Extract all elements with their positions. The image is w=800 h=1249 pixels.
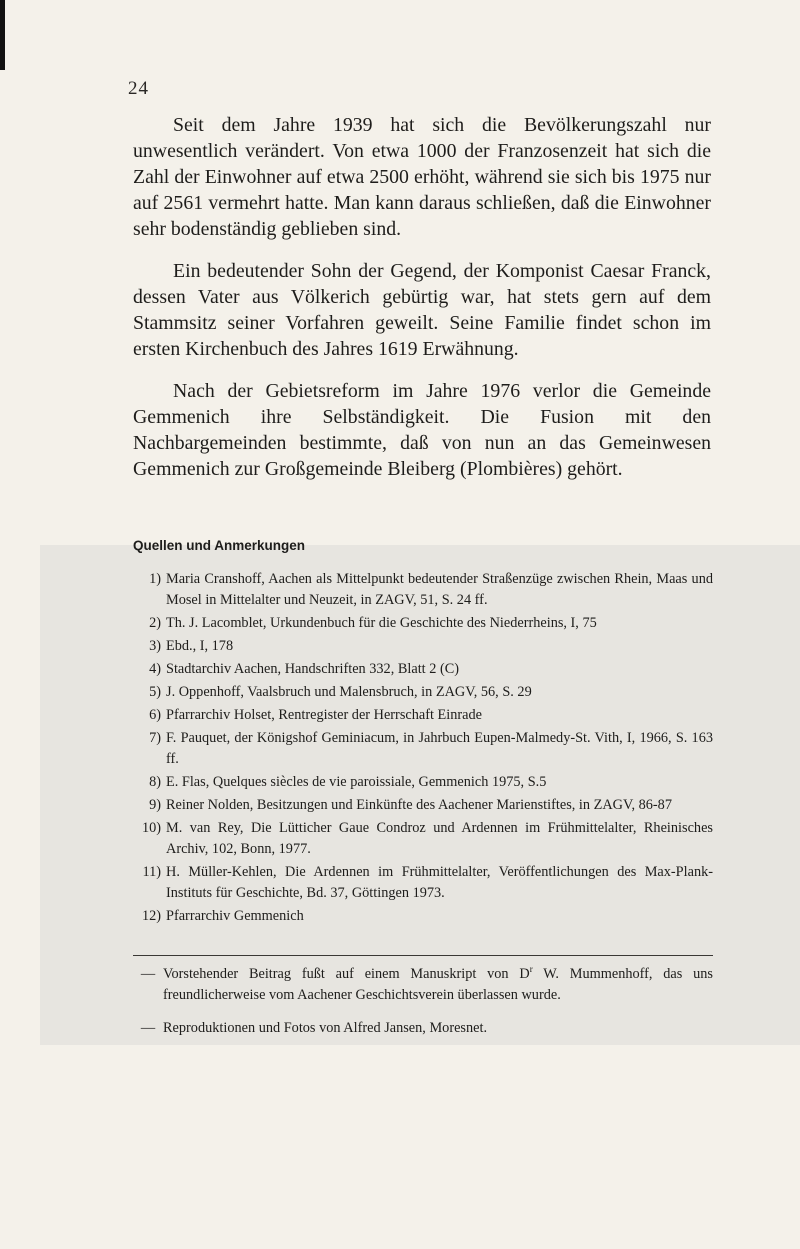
note-text: E. Flas, Quelques siècles de vie paroissiale, Gemmenich 1975, S.5 (166, 774, 547, 790)
note-text: Pfarrarchiv Holset, Rentregister der Herrschaft Einrade (166, 707, 482, 723)
remark-manuscript (133, 964, 713, 1006)
note-number: 6) (149, 707, 161, 723)
note-item (133, 613, 713, 634)
note-number: 5) (149, 684, 161, 700)
note-item (133, 659, 713, 680)
note-item (133, 795, 713, 816)
note-text: F. Pauquet, der Königshof Geminiacum, in Jahrbuch Eupen-Malmedy-St. Vith, I, 1966, S. 163 ff. (166, 730, 713, 767)
note-text: Reiner Nolden, Besitzungen und Einkünfte des Aachener Marienstiftes, in ZAGV, 86-87 (166, 797, 672, 813)
note-number: 4) (149, 661, 161, 677)
note-item (133, 636, 713, 657)
remark-dash: — (140, 966, 156, 982)
note-number: 9) (149, 797, 161, 813)
note-text: Pfarrarchiv Gemmenich (166, 908, 304, 924)
paragraph-caesar-franck: Ein bedeutender Sohn der Gegend, der Komponist Caesar Franck, dessen Vater aus Völkerich gebürtig war, hat stets gern auf dem Stammsitz seiner Vorfahren geweilt. Seine Familie findet schon im ersten Kirchenbuch des Jahres 1619 Erwähnung. (133, 260, 711, 360)
note-item (133, 772, 713, 793)
note-number: 12) (141, 908, 161, 924)
note-item (133, 569, 713, 611)
sources-section (133, 538, 713, 929)
remark-text: Reproduktionen und Fotos von Alfred Jansen, Moresnet. (163, 1020, 488, 1036)
remark-text (163, 964, 713, 1006)
note-number: 8) (149, 774, 161, 790)
note-item (133, 906, 713, 927)
remark-text-part: Vorstehender Beitrag fußt auf einem Manuskript von D (163, 966, 530, 982)
note-number: 7) (149, 730, 161, 746)
note-item (133, 728, 713, 770)
note-text: J. Oppenhoff, Vaalsbruch und Malensbruch, in ZAGV, 56, S. 29 (166, 684, 532, 700)
note-text: Th. J. Lacomblet, Urkundenbuch für die Geschichte des Niederrheins, I, 75 (166, 615, 597, 631)
note-number: 10) (141, 820, 161, 836)
body-text (133, 112, 711, 498)
note-number: 2) (149, 615, 161, 631)
sources-title: Quellen und Anmerkungen (133, 538, 306, 553)
note-item (133, 705, 713, 726)
remark-dash: — (140, 1020, 156, 1036)
note-text: Ebd., I, 178 (166, 638, 234, 654)
paragraph-population: Seit dem Jahre 1939 hat sich die Bevölkerungszahl nur unwesentlich verändert. Von etwa 1000 der Franzosenzeit hat sich die Zahl der Einwohner auf etwa 2500 erhöht, während sie sich bis 1975 nur auf 2561 vermehrt hatte. Man kann daraus schließen, daß die Einwohner sehr bodenständig geblieben sind. (133, 114, 711, 240)
note-number: 1) (149, 571, 161, 587)
page-edge-rule (0, 0, 5, 70)
note-text: Maria Cranshoff, Aachen als Mittelpunkt bedeutender Straßenzüge zwischen Rhein, Maas und Mosel in Mittelalter und Neuzeit, in ZAGV, 51, S. 24 ff. (166, 571, 713, 608)
note-number: 11) (142, 864, 161, 880)
note-list (133, 569, 713, 927)
note-number: 3) (149, 638, 161, 654)
remarks-section (133, 964, 713, 1051)
page-number: 24 (128, 78, 149, 99)
note-item (133, 682, 713, 703)
paragraph-gebietsreform: Nach der Gebietsreform im Jahre 1976 verlor die Gemeinde Gemmenich ihre Selbständigkeit. Die Fusion mit den Nachbargemeinden bestimmte, daß von nun an das Gemeinwesen Gemmenich zur Großgemeinde Bleiberg (Plombières) gehört. (133, 380, 711, 480)
note-text: Stadtarchiv Aachen, Handschriften 332, Blatt 2 (C) (166, 661, 460, 677)
note-item (133, 862, 713, 904)
doctor-superscript: r (529, 964, 533, 975)
remark-text-part: W. Mummenhoff, das uns freundlicherweise vom Aachener Geschichtsverein überlassen wurde. (163, 966, 713, 1003)
note-text: M. van Rey, Die Lütticher Gaue Condroz und Ardennen im Frühmittelalter, Rheinisches Archiv, 102, Bonn, 1977. (166, 820, 713, 857)
note-text: H. Müller-Kehlen, Die Ardennen im Frühmittelalter, Veröffentlichungen des Max-Plank-Instituts für Geschichte, Bd. 37, Göttingen 1973. (166, 864, 713, 901)
section-divider (133, 955, 713, 956)
remark-photos (133, 1018, 713, 1039)
note-item (133, 818, 713, 860)
